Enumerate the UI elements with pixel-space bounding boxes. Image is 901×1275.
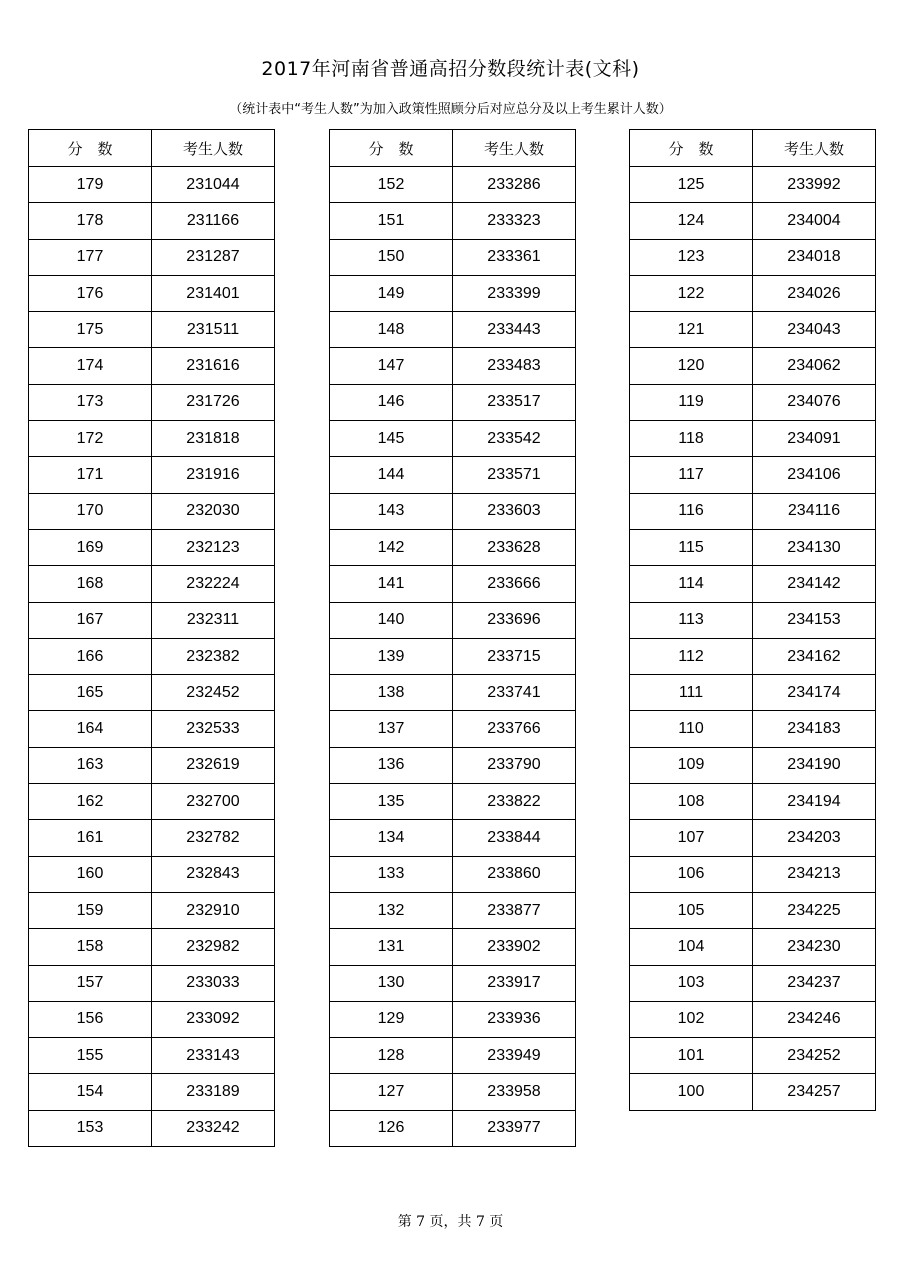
table-header-row (630, 130, 876, 167)
table-row (630, 493, 876, 529)
count-cell: 234194 (753, 784, 876, 820)
table-row (29, 203, 275, 239)
count-cell: 234225 (753, 892, 876, 928)
count-cell: 232910 (152, 892, 275, 928)
table-row (630, 239, 876, 275)
table-row (630, 747, 876, 783)
score-cell: 178 (29, 203, 152, 239)
score-cell: 140 (330, 602, 453, 638)
header-count: 考生人数 (753, 130, 876, 167)
page-title: 2017年河南省普通高招分数段统计表(文科) (261, 58, 640, 80)
count-cell: 233860 (453, 856, 576, 892)
score-cell: 148 (330, 312, 453, 348)
score-cell: 110 (630, 711, 753, 747)
count-cell: 233949 (453, 1038, 576, 1074)
score-cell: 162 (29, 784, 152, 820)
table-row (330, 421, 576, 457)
table-row (630, 348, 876, 384)
score-cell: 129 (330, 1001, 453, 1037)
count-cell: 231044 (152, 167, 275, 203)
table-row (630, 856, 876, 892)
count-cell: 231818 (152, 421, 275, 457)
count-cell: 233790 (453, 747, 576, 783)
table-row (630, 675, 876, 711)
score-cell: 157 (29, 965, 152, 1001)
score-cell: 158 (29, 929, 152, 965)
table-row (330, 892, 576, 928)
count-cell: 233741 (453, 675, 576, 711)
score-cell: 159 (29, 892, 152, 928)
count-cell: 234162 (753, 638, 876, 674)
score-cell: 133 (330, 856, 453, 892)
table-row (630, 167, 876, 203)
score-cell: 126 (330, 1110, 453, 1146)
count-cell: 231287 (152, 239, 275, 275)
count-cell: 233766 (453, 711, 576, 747)
count-cell: 231401 (152, 275, 275, 311)
score-cell: 120 (630, 348, 753, 384)
score-cell: 146 (330, 384, 453, 420)
table-row (330, 312, 576, 348)
count-cell: 233399 (453, 275, 576, 311)
count-cell: 234004 (753, 203, 876, 239)
count-cell: 233143 (152, 1038, 275, 1074)
score-table-2 (329, 129, 576, 1147)
table-row (330, 493, 576, 529)
table-row (330, 529, 576, 565)
table-row (29, 348, 275, 384)
table-row (29, 1001, 275, 1037)
score-cell: 116 (630, 493, 753, 529)
table-row (630, 638, 876, 674)
table-row (29, 1038, 275, 1074)
table-row (330, 1038, 576, 1074)
table-row (330, 965, 576, 1001)
count-cell: 232843 (152, 856, 275, 892)
score-cell: 138 (330, 675, 453, 711)
page-footer: 第 7 页，共 7 页 (397, 1214, 504, 1230)
count-cell: 233033 (152, 965, 275, 1001)
score-cell: 174 (29, 348, 152, 384)
score-cell: 111 (630, 675, 753, 711)
count-cell: 233992 (753, 167, 876, 203)
table-row (29, 566, 275, 602)
table-row (630, 602, 876, 638)
score-cell: 101 (630, 1038, 753, 1074)
header-score: 分 数 (29, 130, 152, 167)
score-cell: 131 (330, 929, 453, 965)
score-cell: 156 (29, 1001, 152, 1037)
count-cell: 234190 (753, 747, 876, 783)
count-cell: 233917 (453, 965, 576, 1001)
count-cell: 233628 (453, 529, 576, 565)
score-cell: 127 (330, 1074, 453, 1110)
count-cell: 232311 (152, 602, 275, 638)
score-cell: 155 (29, 1038, 152, 1074)
table-row (29, 1074, 275, 1110)
header-count: 考生人数 (152, 130, 275, 167)
table-row (330, 929, 576, 965)
count-cell: 232619 (152, 747, 275, 783)
table-row (630, 892, 876, 928)
count-cell: 233323 (453, 203, 576, 239)
table-row (330, 348, 576, 384)
table-row (330, 856, 576, 892)
table-row (29, 167, 275, 203)
score-cell: 150 (330, 239, 453, 275)
table-row (29, 820, 275, 856)
count-cell: 234062 (753, 348, 876, 384)
score-cell: 102 (630, 1001, 753, 1037)
score-cell: 142 (330, 529, 453, 565)
count-cell: 233936 (453, 1001, 576, 1037)
table-row (330, 747, 576, 783)
table-row (29, 929, 275, 965)
table-row (630, 711, 876, 747)
count-cell: 233517 (453, 384, 576, 420)
score-cell: 106 (630, 856, 753, 892)
score-cell: 179 (29, 167, 152, 203)
score-cell: 163 (29, 747, 152, 783)
score-cell: 176 (29, 275, 152, 311)
score-cell: 153 (29, 1110, 152, 1146)
table-row (330, 167, 576, 203)
score-cell: 107 (630, 820, 753, 856)
score-cell: 103 (630, 965, 753, 1001)
table-row (330, 638, 576, 674)
score-cell: 134 (330, 820, 453, 856)
count-cell: 232030 (152, 493, 275, 529)
count-cell: 234116 (753, 493, 876, 529)
table-row (630, 929, 876, 965)
table-row (29, 638, 275, 674)
table-row (29, 384, 275, 420)
score-cell: 117 (630, 457, 753, 493)
score-cell: 104 (630, 929, 753, 965)
score-cell: 143 (330, 493, 453, 529)
table-row (29, 239, 275, 275)
score-cell: 165 (29, 675, 152, 711)
table-row (29, 892, 275, 928)
score-cell: 175 (29, 312, 152, 348)
count-cell: 234153 (753, 602, 876, 638)
table-row (29, 312, 275, 348)
table-header-row (29, 130, 275, 167)
table-row (29, 784, 275, 820)
table-row (630, 203, 876, 239)
count-cell: 234076 (753, 384, 876, 420)
score-cell: 132 (330, 892, 453, 928)
count-cell: 231166 (152, 203, 275, 239)
score-cell: 141 (330, 566, 453, 602)
table-row (29, 493, 275, 529)
table-row (630, 1038, 876, 1074)
score-cell: 154 (29, 1074, 152, 1110)
table-row (330, 602, 576, 638)
count-cell: 233603 (453, 493, 576, 529)
score-cell: 114 (630, 566, 753, 602)
count-cell: 233242 (152, 1110, 275, 1146)
count-cell: 233844 (453, 820, 576, 856)
score-cell: 135 (330, 784, 453, 820)
count-cell: 231726 (152, 384, 275, 420)
table-row (330, 566, 576, 602)
count-cell: 234106 (753, 457, 876, 493)
count-cell: 234183 (753, 711, 876, 747)
score-cell: 130 (330, 965, 453, 1001)
table-row (630, 784, 876, 820)
table-row (630, 965, 876, 1001)
table-row (29, 856, 275, 892)
page-subtitle: （统计表中“考生人数”为加入政策性照顾分后对应总分及以上考生累计人数） (229, 102, 672, 117)
count-cell: 233483 (453, 348, 576, 384)
count-cell: 234091 (753, 421, 876, 457)
count-cell: 233571 (453, 457, 576, 493)
score-cell: 160 (29, 856, 152, 892)
count-cell: 233092 (152, 1001, 275, 1037)
table-row (330, 384, 576, 420)
score-cell: 119 (630, 384, 753, 420)
score-cell: 124 (630, 203, 753, 239)
table-row (630, 275, 876, 311)
count-cell: 234026 (753, 275, 876, 311)
score-cell: 115 (630, 529, 753, 565)
score-cell: 147 (330, 348, 453, 384)
count-cell: 234237 (753, 965, 876, 1001)
count-cell: 234246 (753, 1001, 876, 1037)
table-row (330, 711, 576, 747)
table-header-row (330, 130, 576, 167)
count-cell: 234142 (753, 566, 876, 602)
score-cell: 149 (330, 275, 453, 311)
count-cell: 233286 (453, 167, 576, 203)
count-cell: 233189 (152, 1074, 275, 1110)
table-row (330, 675, 576, 711)
score-cell: 173 (29, 384, 152, 420)
table-row (330, 457, 576, 493)
table-row (330, 1074, 576, 1110)
table-row (630, 820, 876, 856)
score-cell: 139 (330, 638, 453, 674)
count-cell: 232123 (152, 529, 275, 565)
score-cell: 100 (630, 1074, 753, 1110)
count-cell: 233822 (453, 784, 576, 820)
count-cell: 234130 (753, 529, 876, 565)
score-cell: 164 (29, 711, 152, 747)
count-cell: 232533 (152, 711, 275, 747)
score-cell: 136 (330, 747, 453, 783)
count-cell: 233542 (453, 421, 576, 457)
count-cell: 232782 (152, 820, 275, 856)
table-row (330, 203, 576, 239)
score-cell: 144 (330, 457, 453, 493)
score-cell: 113 (630, 602, 753, 638)
table-row (29, 602, 275, 638)
score-cell: 169 (29, 529, 152, 565)
score-cell: 177 (29, 239, 152, 275)
score-cell: 168 (29, 566, 152, 602)
count-cell: 231511 (152, 312, 275, 348)
table-row (29, 965, 275, 1001)
table-row (330, 275, 576, 311)
score-cell: 172 (29, 421, 152, 457)
table-row (630, 1001, 876, 1037)
table-row (630, 457, 876, 493)
table-row (630, 566, 876, 602)
score-cell: 108 (630, 784, 753, 820)
count-cell: 232224 (152, 566, 275, 602)
table-row (29, 675, 275, 711)
score-cell: 109 (630, 747, 753, 783)
count-cell: 234203 (753, 820, 876, 856)
score-cell: 171 (29, 457, 152, 493)
score-cell: 123 (630, 239, 753, 275)
count-cell: 233666 (453, 566, 576, 602)
table-row (29, 529, 275, 565)
score-cell: 121 (630, 312, 753, 348)
count-cell: 234230 (753, 929, 876, 965)
count-cell: 233361 (453, 239, 576, 275)
count-cell: 231616 (152, 348, 275, 384)
table-row (630, 421, 876, 457)
count-cell: 232452 (152, 675, 275, 711)
score-cell: 122 (630, 275, 753, 311)
table-row (630, 384, 876, 420)
table-row (630, 1074, 876, 1110)
score-cell: 112 (630, 638, 753, 674)
table-row (630, 312, 876, 348)
score-cell: 145 (330, 421, 453, 457)
table-row (29, 421, 275, 457)
score-table-3 (629, 129, 876, 1111)
count-cell: 234018 (753, 239, 876, 275)
score-cell: 128 (330, 1038, 453, 1074)
score-cell: 105 (630, 892, 753, 928)
count-cell: 233958 (453, 1074, 576, 1110)
table-row (29, 1110, 275, 1146)
score-cell: 167 (29, 602, 152, 638)
table-row (29, 747, 275, 783)
header-count: 考生人数 (453, 130, 576, 167)
count-cell: 233902 (453, 929, 576, 965)
score-cell: 152 (330, 167, 453, 203)
count-cell: 231916 (152, 457, 275, 493)
header-score: 分 数 (630, 130, 753, 167)
table-row (29, 457, 275, 493)
score-cell: 118 (630, 421, 753, 457)
table-row (330, 820, 576, 856)
table-row (330, 1001, 576, 1037)
table-row (29, 711, 275, 747)
score-table-1 (28, 129, 275, 1147)
count-cell: 233696 (453, 602, 576, 638)
score-cell: 161 (29, 820, 152, 856)
count-cell: 232700 (152, 784, 275, 820)
count-cell: 233877 (453, 892, 576, 928)
header-score: 分 数 (330, 130, 453, 167)
count-cell: 234252 (753, 1038, 876, 1074)
count-cell: 234043 (753, 312, 876, 348)
count-cell: 232382 (152, 638, 275, 674)
count-cell: 232982 (152, 929, 275, 965)
count-cell: 233977 (453, 1110, 576, 1146)
table-row (29, 275, 275, 311)
table-row (330, 784, 576, 820)
count-cell: 234257 (753, 1074, 876, 1110)
table-row (630, 529, 876, 565)
table-row (330, 1110, 576, 1146)
count-cell: 233715 (453, 638, 576, 674)
score-cell: 170 (29, 493, 152, 529)
table-row (330, 239, 576, 275)
count-cell: 234213 (753, 856, 876, 892)
score-cell: 166 (29, 638, 152, 674)
score-cell: 125 (630, 167, 753, 203)
count-cell: 234174 (753, 675, 876, 711)
count-cell: 233443 (453, 312, 576, 348)
score-cell: 137 (330, 711, 453, 747)
score-cell: 151 (330, 203, 453, 239)
